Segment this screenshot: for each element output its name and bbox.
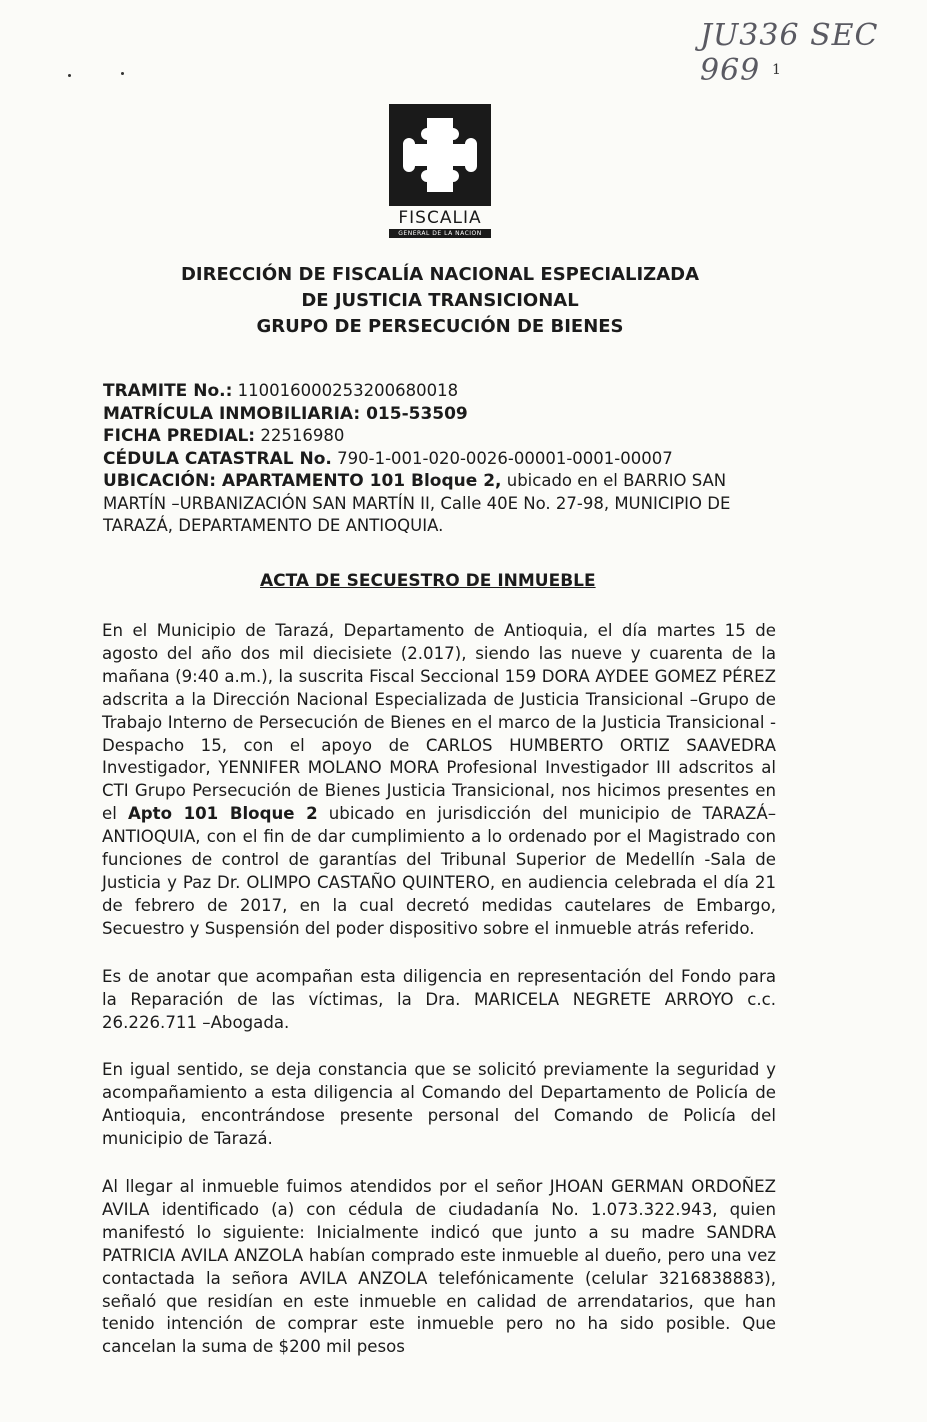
document-body: [102, 620, 776, 1384]
cedula-value: 790-1-001-020-0026-00001-0001-00007: [331, 448, 673, 468]
header-line-1: DIRECCIÓN DE FISCALÍA NACIONAL ESPECIALIZADA: [180, 264, 700, 285]
speck: [68, 74, 71, 77]
page-number: 1: [772, 62, 781, 78]
paragraph-1-part-a: En el Municipio de Tarazá, Departamento de Antioquia, el día martes 15 de agosto del año dos mil diecisiete (2.017), siendo las nueve y cuarenta de la mañana (9:40 a.m.), la suscrita Fiscal Seccional 159 DORA AYDEE GOMEZ PÉREZ adscrita a la Dirección Nacional Especializada de Justicia Transicional –Grupo de Trabajo Interno de Persecución de Bienes en el marco de la Justicia Transicional -Despacho 15, con el apoyo de CARLOS HUMBERTO ORTIZ SAAVEDRA Investigador, YENNIFER MOLANO MORA Profesional Investigador III adscritos al CTI Grupo Persecución de Bienes Justicia Transicional, nos hicimos presentes en el: [102, 621, 776, 824]
ficha-line: [103, 425, 783, 448]
cedula-line: [103, 448, 783, 471]
header-line-3: GRUPO DE PERSECUCIÓN DE BIENES: [256, 316, 624, 337]
paragraph-1-part-b: ubicado en jurisdicción del municipio de TARAZÁ–ANTIOQUIA, con el fin de dar cumplimiento a lo ordenado por el Magistrado con funciones de control de garantías del Tribunal Superior de Medellín -Sala de Justicia y Paz Dr. OLIMPO CASTAÑO QUINTERO, en audiencia celebrada el día 21 de febrero de 2017, en la cual decretó medidas cautelares de Embargo, Secuestro y Suspensión del poder dispositivo sobre el inmueble atrás referido.: [102, 804, 776, 938]
ficha-value: 22516980: [255, 426, 345, 445]
matricula-label: MATRÍCULA INMOBILIARIA: 015-53509: [103, 403, 468, 424]
tramite-label: TRAMITE No.:: [103, 381, 233, 401]
matricula-line: [103, 403, 783, 426]
paragraph-1: [102, 620, 776, 941]
logo-subtitle: GENERAL DE LA NACION: [389, 229, 491, 238]
paragraph-2: Es de anotar que acompañan esta diligencia en representación del Fondo para la Reparación de las víctimas, la Dra. MARICELA NEGRETE ARROYO c.c. 26.226.711 –Abogada.: [102, 966, 776, 1032]
property-metadata: [103, 380, 783, 538]
document-header: [100, 262, 780, 340]
document-title: ACTA DE SECUESTRO DE INMUEBLE: [260, 571, 596, 591]
fiscalia-emblem-icon: [389, 104, 491, 206]
speck: [121, 72, 124, 75]
paragraph-4: Al llegar al inmueble fuimos atendidos por el señor JHOAN GERMAN ORDOÑEZ AVILA identificado (a) con cédula de ciudadanía No. 1.073.322.943, quien manifestó lo siguiente: Inicialmente indicó que junto a su madre SANDRA PATRICIA AVILA ANZOLA habían comprado este inmueble al dueño, pero una vez contactada la señora AVILA ANZOLA telefónicamente (celular 3216838883), señaló que residían en este inmueble en calidad de arrendatarios, que han tenido intención de comprar este inmueble pero no ha sido posible. Que cancelan la suma de $200 mil pesos: [102, 1177, 776, 1357]
header-line-2: DE JUSTICIA TRANSICIONAL: [301, 290, 579, 311]
logo-name: FISCALIA: [398, 208, 482, 228]
paragraph-1-bold: Apto 101 Bloque 2: [127, 804, 318, 824]
fiscalia-logo: [389, 104, 491, 238]
handwritten-code: JU336 SEC 969: [700, 18, 879, 88]
tramite-value: 11001600025320068001​8: [232, 381, 459, 400]
cedula-label: CÉDULA CATASTRAL No.: [103, 448, 332, 469]
ubicacion-label: UBICACIÓN: APARTAMENTO 101 Bloque 2,: [103, 471, 502, 491]
tramite-line: [103, 380, 783, 403]
paragraph-3: En igual sentido, se deja constancia que se solicitó previamente la seguridad y acompañamiento a esta diligencia al Comando del Departamento de Policía de Antioquia, encontrándose presente personal del Comando de Policía del municipio de Tarazá.: [102, 1060, 776, 1149]
ubicacion-line: [103, 470, 783, 538]
ficha-label: FICHA PREDIAL:: [103, 426, 256, 446]
ubicacion-value: ubicado en el BARRIO SAN MARTÍN –URBANIZACIÓN SAN MARTÍN II, Calle 40E No. 27-98, MUNICIPIO DE TARAZÁ, DEPARTAMENTO DE ANTIOQUIA.: [103, 471, 731, 535]
